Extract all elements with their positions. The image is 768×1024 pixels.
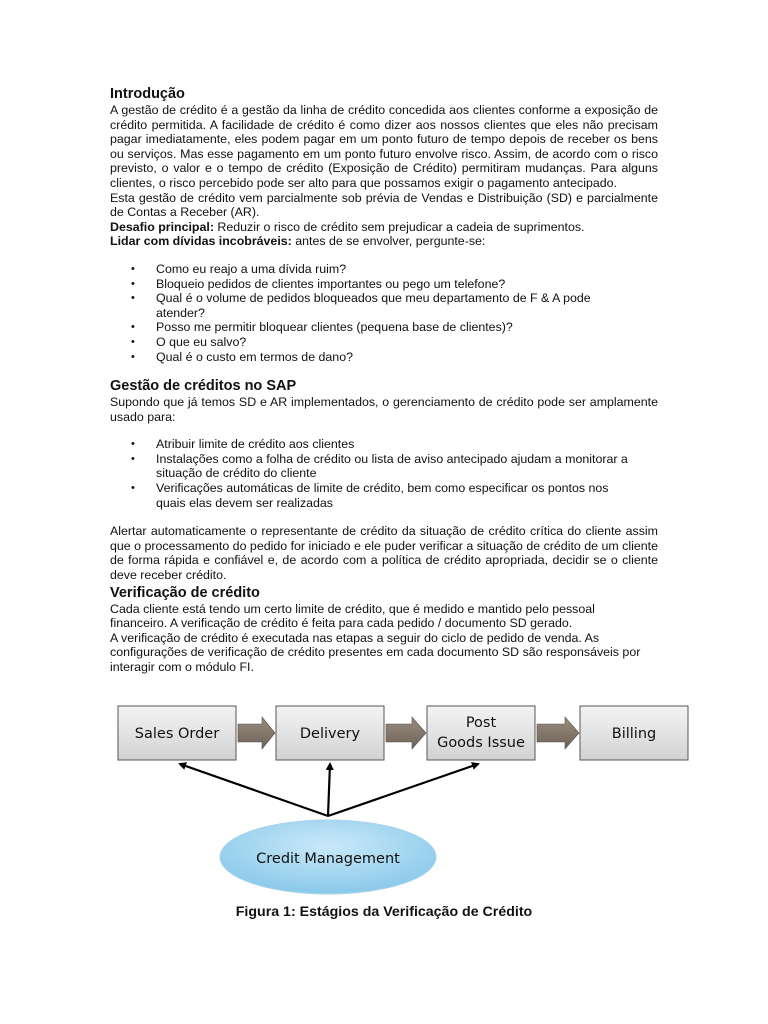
credit-check-diagram (110, 698, 700, 898)
intro-heading: Introdução (110, 86, 185, 102)
main-challenge-text: Reduzir o risco de crédito sem prejudicar a cadeia de suprimentos. (213, 219, 585, 234)
list-item: • Como eu reajo a uma dívida ruim? (110, 262, 658, 277)
connector-line (180, 764, 328, 816)
list-item: • Qual é o volume de pedidos bloqueados que meu departamento de F & A pode atender? (110, 291, 658, 320)
list-item: • Qual é o custo em termos de dano? (110, 350, 658, 365)
main-challenge-label: Desafio principal: (110, 219, 214, 234)
list-item: • Atribuir limite de crédito aos clientes (110, 437, 658, 452)
sap-heading: Gestão de créditos no SAP (110, 378, 297, 395)
sap-paragraph-2: Alertar automaticamente o representante de crédito da situação de crédito crítica do cliente assim que o processamento do pedido for iniciado e ele puder verificar a situação de crédito de um cliente de forma rápida e confiável e, de acordo com a política de crédito apropriada, decidir se o cliente deve receber crédito. (110, 524, 658, 583)
credit-check-heading: Verificação de crédito (110, 584, 260, 601)
intro-paragraph-1: A gestão de crédito é a gestão da linha de crédito concedida aos clientes conforme a exposição de crédito permitida. A facilidade de crédito é como dizer aos nossos clientes que eles não precisam pagar imediatamente, eles podem pagar em um ponto futuro de tempo depois de receber os bens ou serviços. Mas esse pagamento em um ponto futuro envolve risco. Assim, de acordo com o risco previsto, o valor e o tempo de crédito (Exposição de Crédito) permitiram mudanças. Para alguns clientes, o risco percebido pode ser alto para que possamos exigir o pagamento antecipado. (110, 103, 658, 190)
goods-issue-label: Goods Issue (437, 735, 525, 751)
list-item: • O que eu salvo? (110, 335, 658, 350)
delivery-label: Delivery (299, 726, 361, 742)
main-challenge (110, 220, 658, 235)
arrow-right-icon (537, 717, 579, 749)
bad-debt-text: antes de se envolver, pergunte-se: (291, 234, 486, 249)
intro-paragraph-2: Esta gestão de crédito vem parcialmente sob prévia de Vendas e Distribuição (SD) e parcialmente de Contas a Receber (AR). (110, 190, 658, 220)
post-label: Post (465, 715, 497, 731)
credit-management-label: Credit Management (256, 851, 400, 867)
arrow-right-icon (386, 717, 426, 749)
list-item: • Bloqueio pedidos de clientes importantes ou pego um telefone? (110, 277, 658, 292)
credit-check-paragraph-1: Cada cliente está tendo um certo limite de crédito, que é medido e mantido pelo pessoal financeiro. A verificação de crédito é feita para cada pedido / documento SD gerado. (110, 601, 595, 631)
credit-check-paragraph-2: A verificação de crédito é executada nas etapas a seguir do ciclo de pedido de venda. As configurações de verificação de crédito presentes em cada documento SD são responsáveis por interagir com o módulo FI. (110, 630, 641, 674)
list-item: • Posso me permitir bloquear clientes (pequena base de clientes)? (110, 320, 658, 335)
list-item: • Instalações como a folha de crédito ou lista de aviso antecipado ajudam a monitorar a situação de crédito do cliente (110, 452, 658, 481)
figure-caption: Figura 1: Estágios da Verificação de Crédito (235, 904, 533, 920)
sales-order-label: Sales Order (134, 726, 220, 742)
sap-paragraph-1: Supondo que já temos SD e AR implementados, o gerenciamento de crédito pode ser amplamente usado para: (110, 395, 658, 424)
connector-line (328, 764, 478, 816)
list-item: • Verificações automáticas de limite de crédito, bem como especificar os pontos nos quais elas devem ser realizadas (110, 481, 658, 510)
billing-label: Billing (611, 726, 657, 742)
bad-debt-line (110, 234, 658, 249)
questions-list (110, 262, 658, 364)
sap-list (110, 437, 658, 510)
bad-debt-label: Lidar com dívidas incobráveis: (110, 234, 292, 249)
document-body (110, 86, 658, 675)
arrow-right-icon (238, 717, 275, 749)
connector-line (328, 764, 330, 816)
